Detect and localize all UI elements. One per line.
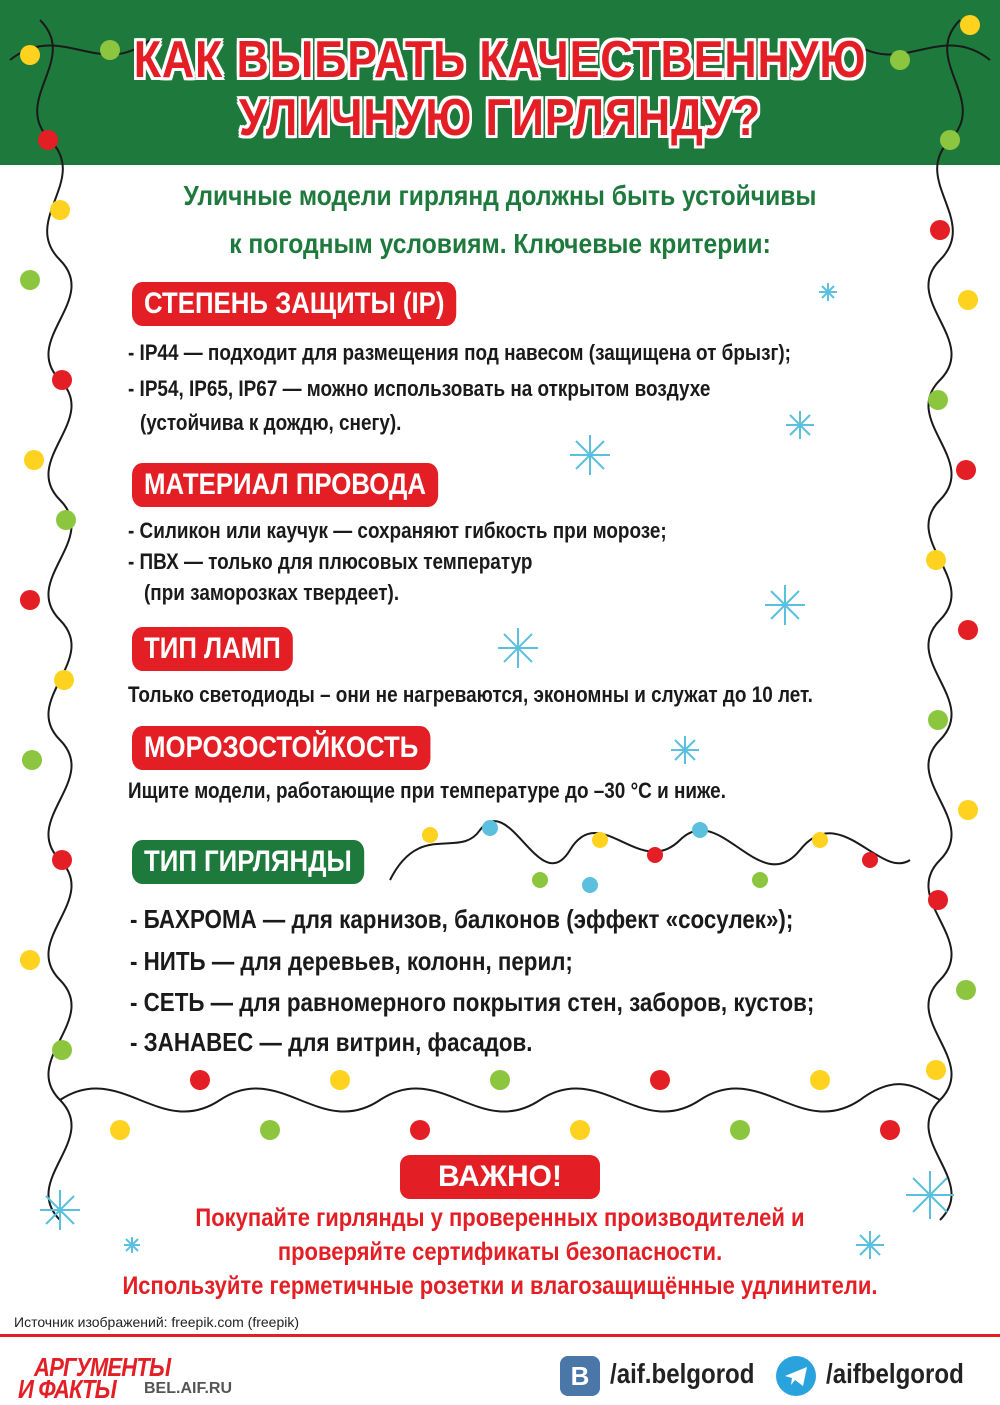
right-garland-wire (928, 20, 962, 1220)
page-title-line-1: КАК ВЫБРАТЬ КАЧЕСТВЕННУЮ (133, 31, 867, 89)
frost-text: Ищите модели, работающие при температуре до –30 °С и ниже. (128, 778, 726, 803)
wire-line-3: (при заморозках твердеет). (144, 580, 400, 605)
snowflake-icon (786, 411, 814, 439)
ip-line-1: - IP44 — подходит для размещения под навесом (защищена от брызг); (128, 340, 791, 365)
paper-plane-icon (776, 1356, 816, 1396)
type-line-1: - БАХРОМА — для карнизов, балконов (эффект «сосулек»); (130, 904, 794, 934)
important-badge: ВАЖНО! (400, 1155, 600, 1199)
page-title-line-2: УЛИЧНУЮ ГИРЛЯНДУ? (238, 89, 762, 147)
heading-ip: СТЕПЕНЬ ЗАЩИТЫ (IP) (132, 282, 457, 326)
type-line-4: - ЗАНАВЕС — для витрин, фасадов. (130, 1027, 533, 1057)
left-garland-wire (37, 20, 71, 1220)
vk-icon[interactable]: B (560, 1356, 600, 1396)
logo-line-1: АРГУМЕНТЫ (34, 1352, 171, 1382)
snowflake-icon (906, 1171, 954, 1219)
snowflake-icon (819, 283, 837, 301)
vk-handle-link[interactable]: /aif.belgorod (610, 1358, 755, 1389)
ip-line-2: - IP54, IP65, IP67 — можно использовать на открытом воздухе (128, 376, 711, 401)
important-line-3: Используйте герметичные розетки и влагозащищённые удлинители. (122, 1272, 878, 1300)
snowflake-icon (765, 585, 805, 625)
telegram-icon[interactable] (776, 1356, 816, 1396)
important-line-2: проверяйте сертификаты безопасности. (277, 1238, 723, 1266)
important-line-1: Покупайте гирлянды у проверенных производителей и (195, 1204, 805, 1232)
intro-line-2: к погодным условиям. Ключевые критерии: (229, 228, 771, 259)
type-line-3: - СЕТЬ — для равномерного покрытия стен, заборов, кустов; (130, 987, 815, 1017)
image-source-credit: Источник изображений: freepik.com (freepik) (14, 1314, 300, 1330)
heading-lamps: ТИП ЛАМП (132, 627, 293, 671)
wire-line-2: - ПВХ — только для плюсовых температур (128, 549, 533, 574)
snowflake-icon (40, 1190, 80, 1230)
type-line-2: - НИТЬ — для деревьев, колонн, перил; (130, 946, 573, 976)
logo-line-2: И ФАКТЫ (18, 1374, 116, 1404)
heading-garland-type: ТИП ГИРЛЯНДЫ (132, 840, 364, 884)
snowflake-icon (498, 628, 538, 668)
lamps-text: Только светодиоды – они не нагреваются, экономны и служат до 10 лет. (128, 682, 813, 707)
wire-line-1: - Силикон или каучук — сохраняют гибкость при морозе; (128, 518, 667, 543)
ip-line-3: (устойчива к дождю, снегу). (140, 410, 402, 435)
footer-divider (0, 1334, 1000, 1337)
telegram-handle-link[interactable]: /aifbelgorod (826, 1358, 964, 1389)
intro-line-1: Уличные модели гирлянд должны быть устойчивы (183, 180, 817, 211)
snowflake-icon (570, 435, 610, 475)
site-link[interactable]: BEL.AIF.RU (144, 1380, 232, 1397)
heading-frost: МОРОЗОСТОЙКОСТЬ (132, 726, 430, 770)
heading-wire: МАТЕРИАЛ ПРОВОДА (132, 463, 438, 507)
snowflake-icon (671, 736, 699, 764)
aif-logo[interactable] (18, 1352, 248, 1404)
